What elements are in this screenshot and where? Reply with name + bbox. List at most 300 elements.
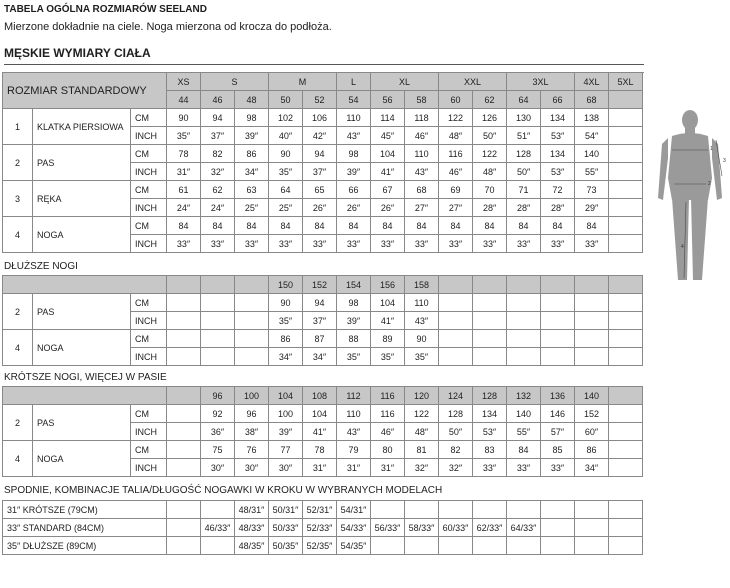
numeric-size-header: 50 — [269, 91, 303, 109]
header-blank — [541, 276, 575, 294]
value-cell: 94 — [201, 109, 235, 127]
header-blank — [3, 387, 167, 405]
row-number: 2 — [3, 145, 33, 181]
size-header: 132 — [507, 387, 541, 405]
value-cell: 134 — [541, 145, 575, 163]
unit-label: INCH — [131, 235, 167, 253]
value-cell: 34″ — [303, 348, 337, 366]
value-cell: 102 — [269, 109, 303, 127]
row-number: 3 — [3, 181, 33, 217]
size-header: 112 — [337, 387, 371, 405]
value-cell: 39″ — [337, 312, 371, 330]
value-cell: 84 — [269, 217, 303, 235]
value-cell: 46″ — [371, 423, 405, 441]
value-cell: 35″ — [167, 127, 201, 145]
value-cell: 90 — [269, 294, 303, 312]
size-header: 158 — [405, 276, 439, 294]
table-row — [3, 276, 643, 294]
table-row — [3, 145, 643, 163]
blank-cell — [507, 294, 541, 312]
value-cell: 46″ — [439, 163, 473, 181]
combination-cell: 64/33″ — [507, 519, 541, 537]
value-cell: 78 — [303, 441, 337, 459]
value-cell: 82 — [439, 441, 473, 459]
combination-cell: 48/31″ — [235, 501, 269, 519]
value-cell: 55″ — [575, 163, 609, 181]
value-cell: 61 — [167, 181, 201, 199]
unit-label: CM — [131, 405, 167, 423]
blank-cell — [609, 459, 643, 477]
table-row — [3, 73, 643, 91]
blank-cell — [609, 181, 643, 199]
table-row — [3, 294, 643, 312]
blank-cell — [235, 294, 269, 312]
size-header: 124 — [439, 387, 473, 405]
blank-cell — [575, 537, 609, 555]
table-row — [3, 330, 643, 348]
combination-cell: 50/33″ — [269, 519, 303, 537]
blank-cell — [609, 235, 643, 253]
value-cell: 41″ — [371, 163, 405, 181]
letter-size-header: M — [269, 73, 337, 91]
blank-cell — [167, 348, 201, 366]
value-cell: 41″ — [371, 312, 405, 330]
value-cell: 28″ — [473, 199, 507, 217]
value-cell: 33″ — [371, 235, 405, 253]
unit-label: INCH — [131, 127, 167, 145]
value-cell: 85 — [541, 441, 575, 459]
header-blank — [609, 91, 643, 109]
value-cell: 86 — [235, 145, 269, 163]
combination-cell: 56/33″ — [371, 519, 405, 537]
combination-cell: 48/35″ — [235, 537, 269, 555]
blank-cell — [575, 330, 609, 348]
blank-cell — [609, 145, 643, 163]
short-legs-table — [2, 386, 643, 477]
combination-cell: 52/31″ — [303, 501, 337, 519]
value-cell: 90 — [269, 145, 303, 163]
value-cell: 40″ — [269, 127, 303, 145]
value-cell: 62 — [201, 181, 235, 199]
row-number: 4 — [3, 217, 33, 253]
value-cell: 30″ — [235, 459, 269, 477]
combination-cell — [439, 501, 473, 519]
blank-cell — [609, 537, 643, 555]
value-cell: 84 — [473, 217, 507, 235]
value-cell: 33″ — [201, 235, 235, 253]
combination-cell — [507, 537, 541, 555]
value-cell: 84 — [507, 441, 541, 459]
blank-cell — [575, 312, 609, 330]
value-cell: 106 — [303, 109, 337, 127]
letter-size-header: 3XL — [507, 73, 575, 91]
value-cell: 70 — [473, 181, 507, 199]
blank-cell — [439, 330, 473, 348]
blank-cell — [609, 348, 643, 366]
value-cell: 48″ — [405, 423, 439, 441]
value-cell: 26″ — [303, 199, 337, 217]
table-row — [3, 109, 643, 127]
size-header: 152 — [303, 276, 337, 294]
combination-cell — [371, 537, 405, 555]
combination-cell — [405, 501, 439, 519]
value-cell: 53″ — [541, 127, 575, 145]
blank-cell — [167, 405, 201, 423]
combination-cell: 60/33″ — [439, 519, 473, 537]
size-header: 104 — [269, 387, 303, 405]
value-cell: 54″ — [575, 127, 609, 145]
combination-cell — [541, 519, 575, 537]
value-cell: 104 — [371, 145, 405, 163]
value-cell: 69 — [439, 181, 473, 199]
value-cell: 152 — [575, 405, 609, 423]
value-cell: 51″ — [507, 127, 541, 145]
value-cell: 33″ — [507, 459, 541, 477]
letter-size-header: XS — [167, 73, 201, 91]
combination-cell — [201, 537, 235, 555]
letter-size-header: 5XL — [609, 73, 643, 91]
value-cell: 46″ — [405, 127, 439, 145]
value-cell: 37″ — [303, 312, 337, 330]
table-row — [3, 405, 643, 423]
numeric-size-header: 52 — [303, 91, 337, 109]
numeric-size-header: 56 — [371, 91, 405, 109]
value-cell: 50″ — [439, 423, 473, 441]
page-title: TABELA OGÓLNA ROZMIARÓW SEELAND — [4, 4, 207, 15]
numeric-size-header: 46 — [201, 91, 235, 109]
blank-cell — [507, 348, 541, 366]
blank-cell — [473, 348, 507, 366]
row-number: 2 — [3, 405, 33, 441]
value-cell: 84 — [235, 217, 269, 235]
value-cell: 33″ — [235, 235, 269, 253]
value-cell: 79 — [337, 441, 371, 459]
trousers-row-label: 31″ KRÓTSZE (79CM) — [3, 501, 167, 519]
value-cell: 36″ — [201, 423, 235, 441]
blank-cell — [609, 330, 643, 348]
value-cell: 45″ — [371, 127, 405, 145]
blank-cell — [609, 109, 643, 127]
combination-cell — [541, 537, 575, 555]
value-cell: 92 — [201, 405, 235, 423]
value-cell: 71 — [507, 181, 541, 199]
combination-cell: 62/33″ — [473, 519, 507, 537]
value-cell: 32″ — [201, 163, 235, 181]
value-cell: 88 — [337, 330, 371, 348]
measurement-name: PAS — [33, 405, 131, 441]
blank-cell — [609, 217, 643, 235]
value-cell: 32″ — [405, 459, 439, 477]
blank-cell — [235, 348, 269, 366]
combination-cell: 58/33″ — [405, 519, 439, 537]
header-blank — [167, 387, 201, 405]
value-cell: 73 — [575, 181, 609, 199]
value-cell: 33″ — [473, 459, 507, 477]
value-cell: 42″ — [303, 127, 337, 145]
row-number: 4 — [3, 441, 33, 477]
blank-cell — [609, 405, 643, 423]
value-cell: 24″ — [167, 199, 201, 217]
row-number: 2 — [3, 294, 33, 330]
value-cell: 28″ — [507, 199, 541, 217]
combination-cell — [439, 537, 473, 555]
value-cell: 35″ — [405, 348, 439, 366]
unit-label: CM — [131, 145, 167, 163]
value-cell: 84 — [575, 217, 609, 235]
blank-cell — [473, 294, 507, 312]
numeric-size-header: 60 — [439, 91, 473, 109]
header-blank — [439, 276, 473, 294]
header-blank — [473, 276, 507, 294]
value-cell: 67 — [371, 181, 405, 199]
value-cell: 34″ — [575, 459, 609, 477]
row-number: 1 — [3, 109, 33, 145]
size-header: 116 — [371, 387, 405, 405]
value-cell: 126 — [473, 109, 507, 127]
blank-cell — [201, 330, 235, 348]
blank-cell — [201, 312, 235, 330]
header-blank — [167, 276, 201, 294]
combination-cell — [167, 519, 201, 537]
measurement-name: PAS — [33, 145, 131, 181]
table-row — [3, 441, 643, 459]
blank-cell — [541, 294, 575, 312]
value-cell: 53″ — [473, 423, 507, 441]
size-header: 96 — [201, 387, 235, 405]
measurement-name: KLATKA PIERSIOWA — [33, 109, 131, 145]
value-cell: 25″ — [269, 199, 303, 217]
value-cell: 116 — [439, 145, 473, 163]
value-cell: 33″ — [269, 235, 303, 253]
trousers-row-label: 33″ STANDARD (84CM) — [3, 519, 167, 537]
blank-cell — [575, 501, 609, 519]
combination-cell: 54/31″ — [337, 501, 371, 519]
value-cell: 140 — [507, 405, 541, 423]
value-cell: 110 — [405, 294, 439, 312]
blank-cell — [541, 312, 575, 330]
value-cell: 31″ — [167, 163, 201, 181]
value-cell: 96 — [235, 405, 269, 423]
value-cell: 68 — [405, 181, 439, 199]
value-cell: 60″ — [575, 423, 609, 441]
size-header: 100 — [235, 387, 269, 405]
section-title: MĘSKIE WYMIARY CIAŁA — [4, 46, 151, 60]
combination-cell: 50/35″ — [269, 537, 303, 555]
numeric-size-header: 48 — [235, 91, 269, 109]
value-cell: 80 — [371, 441, 405, 459]
value-cell: 89 — [371, 330, 405, 348]
value-cell: 43″ — [405, 312, 439, 330]
blank-cell — [473, 330, 507, 348]
value-cell: 30″ — [201, 459, 235, 477]
combination-cell: 52/33″ — [303, 519, 337, 537]
value-cell: 110 — [337, 405, 371, 423]
figure-marker-2: 2 — [708, 181, 711, 187]
numeric-size-header: 64 — [507, 91, 541, 109]
value-cell: 57″ — [541, 423, 575, 441]
value-cell: 118 — [405, 109, 439, 127]
value-cell: 90 — [405, 330, 439, 348]
header-blank — [609, 387, 643, 405]
size-header: 128 — [473, 387, 507, 405]
short-legs-caption: KRÓTSZE NOGI, WIĘCEJ W PASIE — [4, 372, 167, 383]
value-cell: 138 — [575, 109, 609, 127]
value-cell: 55″ — [507, 423, 541, 441]
value-cell: 110 — [337, 109, 371, 127]
value-cell: 110 — [405, 145, 439, 163]
value-cell: 31″ — [371, 459, 405, 477]
combination-cell — [201, 501, 235, 519]
value-cell: 43″ — [405, 163, 439, 181]
blank-cell — [235, 312, 269, 330]
value-cell: 128 — [507, 145, 541, 163]
value-cell: 33″ — [541, 235, 575, 253]
measurement-name: PAS — [33, 294, 131, 330]
blank-cell — [609, 163, 643, 181]
combination-cell: 46/33″ — [201, 519, 235, 537]
value-cell: 104 — [303, 405, 337, 423]
value-cell: 94 — [303, 145, 337, 163]
value-cell: 87 — [303, 330, 337, 348]
value-cell: 75 — [201, 441, 235, 459]
unit-label: INCH — [131, 312, 167, 330]
size-header: 156 — [371, 276, 405, 294]
value-cell: 34″ — [235, 163, 269, 181]
value-cell: 134 — [541, 109, 575, 127]
value-cell: 66 — [337, 181, 371, 199]
combination-cell — [167, 537, 201, 555]
value-cell: 86 — [575, 441, 609, 459]
combination-cell: 54/35″ — [337, 537, 371, 555]
value-cell: 90 — [167, 109, 201, 127]
letter-size-header: XXL — [439, 73, 507, 91]
value-cell: 104 — [371, 294, 405, 312]
value-cell: 84 — [167, 217, 201, 235]
value-cell: 35″ — [269, 312, 303, 330]
value-cell: 33″ — [439, 235, 473, 253]
measurement-name: NOGA — [33, 330, 131, 366]
long-legs-caption: DŁUŻSZE NOGI — [4, 261, 78, 272]
numeric-size-header: 44 — [167, 91, 201, 109]
table-row — [3, 387, 643, 405]
blank-cell — [167, 294, 201, 312]
blank-cell — [609, 519, 643, 537]
blank-cell — [609, 127, 643, 145]
value-cell: 83 — [473, 441, 507, 459]
blank-cell — [167, 441, 201, 459]
letter-size-header: L — [337, 73, 371, 91]
header-blank — [3, 276, 167, 294]
measurement-name: RĘKA — [33, 181, 131, 217]
value-cell: 33″ — [473, 235, 507, 253]
combination-cell — [167, 501, 201, 519]
value-cell: 33″ — [405, 235, 439, 253]
value-cell: 31″ — [337, 459, 371, 477]
unit-label: INCH — [131, 459, 167, 477]
unit-label: CM — [131, 217, 167, 235]
page-subtitle: Mierzone dokładnie na ciele. Noga mierzona od krocza do podłoża. — [4, 21, 332, 33]
value-cell: 38″ — [235, 423, 269, 441]
size-header: 108 — [303, 387, 337, 405]
unit-label: CM — [131, 330, 167, 348]
blank-cell — [575, 294, 609, 312]
combination-cell — [541, 501, 575, 519]
measurement-name: NOGA — [33, 217, 131, 253]
value-cell: 130 — [507, 109, 541, 127]
value-cell: 28″ — [541, 199, 575, 217]
figure-marker-1: 1 — [710, 146, 713, 152]
value-cell: 33″ — [507, 235, 541, 253]
value-cell: 35″ — [269, 163, 303, 181]
table-row — [3, 181, 643, 199]
value-cell: 33″ — [337, 235, 371, 253]
table-row — [3, 501, 643, 519]
value-cell: 48″ — [473, 163, 507, 181]
combination-cell — [405, 537, 439, 555]
numeric-size-header: 66 — [541, 91, 575, 109]
value-cell: 53″ — [541, 163, 575, 181]
value-cell: 81 — [405, 441, 439, 459]
unit-label: CM — [131, 294, 167, 312]
numeric-size-header: 54 — [337, 91, 371, 109]
size-header: 150 — [269, 276, 303, 294]
value-cell: 134 — [473, 405, 507, 423]
value-cell: 78 — [167, 145, 201, 163]
value-cell: 37″ — [201, 127, 235, 145]
value-cell: 84 — [405, 217, 439, 235]
unit-label: CM — [131, 441, 167, 459]
size-header: 140 — [575, 387, 609, 405]
table-row — [3, 217, 643, 235]
value-cell: 50″ — [473, 127, 507, 145]
size-header: 154 — [337, 276, 371, 294]
blank-cell — [439, 294, 473, 312]
header-blank — [575, 276, 609, 294]
trousers-caption: SPODNIE, KOMBINACJE TALIA/DŁUGOŚĆ NOGAWKI W KROKU W WYBRANYCH MODELACH — [4, 485, 443, 496]
blank-cell — [167, 423, 201, 441]
value-cell: 33″ — [575, 235, 609, 253]
value-cell: 146 — [541, 405, 575, 423]
value-cell: 35″ — [371, 348, 405, 366]
header-blank — [235, 276, 269, 294]
value-cell: 98 — [337, 145, 371, 163]
blank-cell — [609, 294, 643, 312]
value-cell: 98 — [235, 109, 269, 127]
blank-cell — [575, 348, 609, 366]
value-cell: 39″ — [337, 163, 371, 181]
header-blank — [507, 276, 541, 294]
combination-cell: 50/31″ — [269, 501, 303, 519]
value-cell: 43″ — [337, 127, 371, 145]
combination-cell: 48/33″ — [235, 519, 269, 537]
value-cell: 100 — [269, 405, 303, 423]
letter-size-header: S — [201, 73, 269, 91]
value-cell: 35″ — [337, 348, 371, 366]
blank-cell — [201, 294, 235, 312]
body-measurement-figure — [654, 108, 726, 288]
unit-label: INCH — [131, 199, 167, 217]
value-cell: 33″ — [303, 235, 337, 253]
value-cell: 116 — [371, 405, 405, 423]
value-cell: 84 — [439, 217, 473, 235]
numeric-size-header: 62 — [473, 91, 507, 109]
value-cell: 33″ — [541, 459, 575, 477]
blank-cell — [541, 348, 575, 366]
value-cell: 24″ — [201, 199, 235, 217]
size-header: 136 — [541, 387, 575, 405]
blank-cell — [167, 330, 201, 348]
blank-cell — [439, 312, 473, 330]
